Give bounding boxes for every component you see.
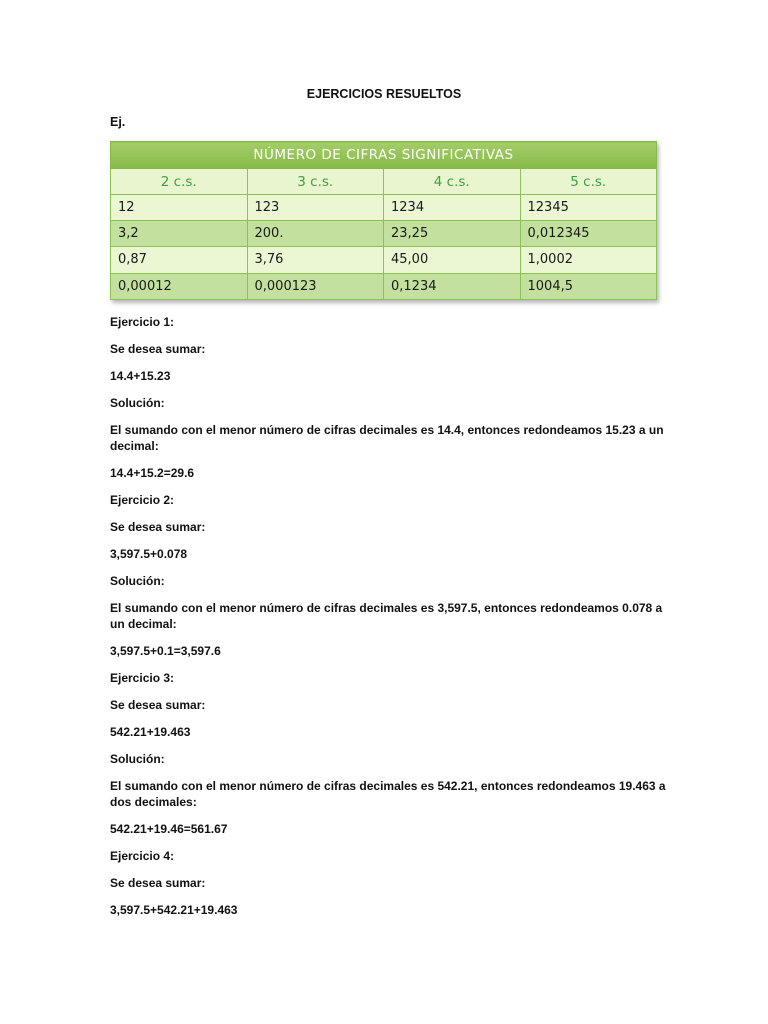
exercise-2-solution-heading: Solución: xyxy=(110,574,165,588)
column-header-2cs: 2 c.s. xyxy=(111,169,248,194)
column-header-3cs: 3 c.s. xyxy=(247,169,384,194)
table-cell: 200. xyxy=(247,220,384,246)
exercise-4-heading: Ejercicio 4: xyxy=(110,849,175,863)
exercise-2-explanation: El sumando con el menor número de cifras decimales es 3,597.5, entonces redondeamos 0.078 a un decimal: xyxy=(110,601,663,631)
table-cell: 3,2 xyxy=(111,220,248,246)
significant-figures-table-container xyxy=(110,141,657,300)
exercise-3-heading: Ejercicio 3: xyxy=(110,671,175,685)
table-row xyxy=(111,273,657,299)
exercise-2-heading: Ejercicio 2: xyxy=(110,493,175,507)
exercise-3-solution-heading: Solución: xyxy=(110,752,165,766)
exercise-1-solution-heading: Solución: xyxy=(110,396,165,410)
table-cell: 12 xyxy=(111,194,248,220)
table-cell: 45,00 xyxy=(384,247,521,273)
table-cell: 1,0002 xyxy=(520,247,657,273)
page-title: EJERCICIOS RESUELTOS xyxy=(306,87,462,101)
example-label: Ej. xyxy=(110,115,126,129)
exercise-3-result: 542.21+19.46=561.67 xyxy=(110,822,228,836)
table-title: NÚMERO DE CIFRAS SIGNIFICATIVAS xyxy=(111,142,657,169)
table-row xyxy=(111,194,657,220)
exercise-1-prompt: Se desea sumar: xyxy=(110,342,206,356)
exercise-4-prompt: Se desea sumar: xyxy=(110,876,206,890)
table-cell: 0,00012 xyxy=(111,273,248,299)
table-cell: 1004,5 xyxy=(520,273,657,299)
exercise-4-expression: 3,597.5+542.21+19.463 xyxy=(110,903,238,917)
table-cell: 23,25 xyxy=(384,220,521,246)
exercise-3-explanation: El sumando con el menor número de cifras decimales es 542.21, entonces redondeamos 19.463 a dos decimales: xyxy=(110,779,666,809)
table-cell: 0,012345 xyxy=(520,220,657,246)
table-cell: 0,000123 xyxy=(247,273,384,299)
exercise-2-prompt: Se desea sumar: xyxy=(110,520,206,534)
table-cell: 12345 xyxy=(520,194,657,220)
column-header-5cs: 5 c.s. xyxy=(520,169,657,194)
table-cell: 0,1234 xyxy=(384,273,521,299)
column-header-4cs: 4 c.s. xyxy=(384,169,521,194)
exercise-1-expression: 14.4+15.23 xyxy=(110,369,171,383)
table-cell: 0,87 xyxy=(111,247,248,273)
exercise-1-result: 14.4+15.2=29.6 xyxy=(110,466,195,480)
exercise-2-expression: 3,597.5+0.078 xyxy=(110,547,188,561)
table-cell: 1234 xyxy=(384,194,521,220)
exercise-1-heading: Ejercicio 1: xyxy=(110,315,175,329)
exercise-1-explanation: El sumando con el menor número de cifras decimales es 14.4, entonces redondeamos 15.23 a un decimal: xyxy=(110,423,664,453)
table-cell: 123 xyxy=(247,194,384,220)
table-row xyxy=(111,247,657,273)
significant-figures-table xyxy=(110,141,657,300)
table-row xyxy=(111,220,657,246)
exercise-2-result: 3,597.5+0.1=3,597.6 xyxy=(110,644,221,658)
exercise-3-prompt: Se desea sumar: xyxy=(110,698,206,712)
table-cell: 3,76 xyxy=(247,247,384,273)
exercise-3-expression: 542.21+19.463 xyxy=(110,725,191,739)
exercises-body xyxy=(110,314,670,929)
